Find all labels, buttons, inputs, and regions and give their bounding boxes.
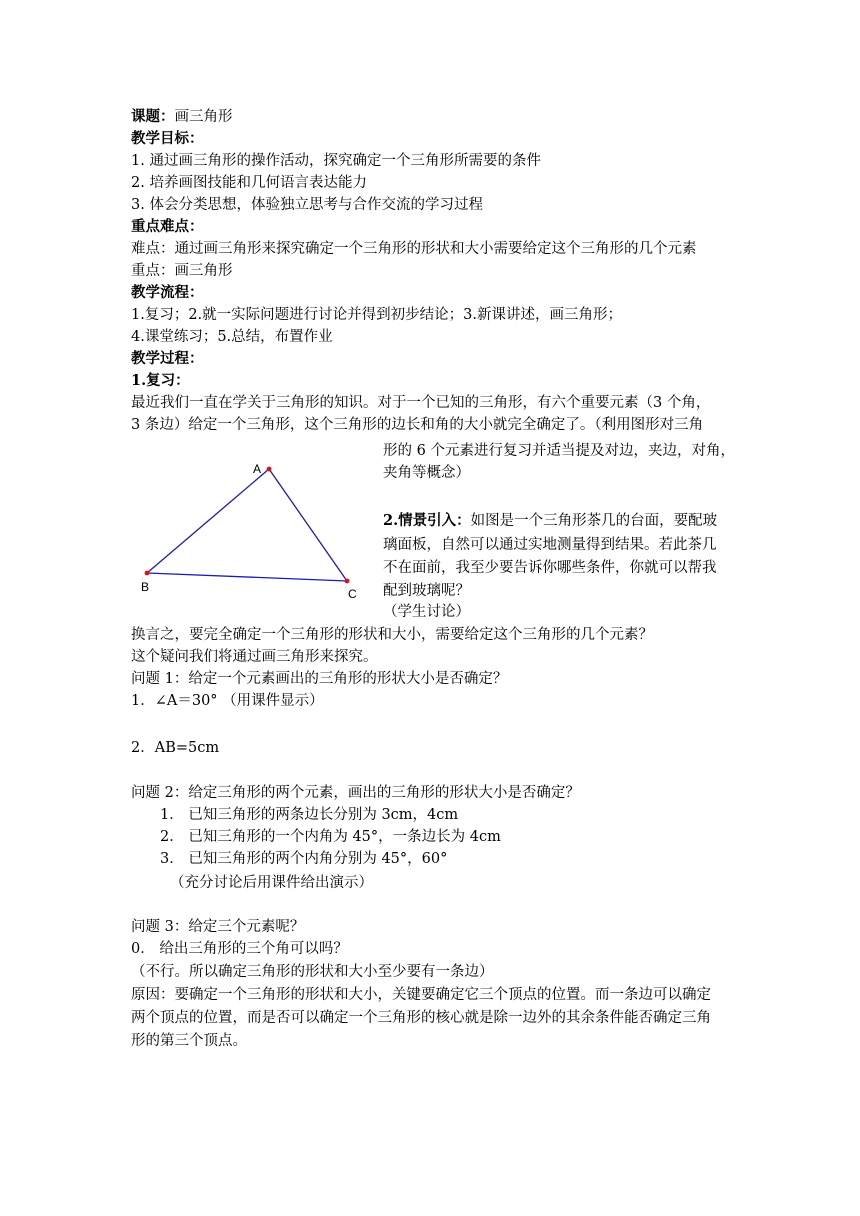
flow-line: 4.课堂练习；5.总结，布置作业 (131, 329, 333, 345)
key-heading: 重点难点： (131, 218, 204, 235)
review-line: 3 条边）给定一个三角形，这个三角形的边长和角的大小就完全确定了。（利用图形对三角 (131, 417, 704, 433)
vertex-c (345, 579, 350, 584)
flow-line: 1.复习；2.就一实际问题进行讨论并得到初步结论；3.新课讲述，画三角形； (131, 307, 623, 323)
scene-line: 璃面板，自然可以通过实地测量得到结果。若此茶几 (383, 537, 717, 553)
scene-line: （学生讨论） (383, 604, 470, 620)
side-line: 夹角等概念） (383, 465, 470, 481)
scene-first-text: 如图是一个三角形茶几的台面，要配玻 (470, 513, 718, 529)
label-c: C (348, 587, 357, 601)
body-line: 换言之，要完全确定一个三角形的形状和大小，需要给定这个三角形的几个元素？ (131, 627, 653, 643)
keypoint-text: 重点：画三角形 (131, 263, 233, 279)
side-ca (269, 469, 347, 581)
vertex-a (267, 467, 272, 472)
title-value: 画三角形 (174, 109, 233, 125)
label-b: B (141, 580, 150, 594)
q3-line: 0． 给出三角形的三个角可以吗？ (131, 941, 348, 957)
side-bc (147, 573, 347, 581)
q2-item: 2． 已知三角形的一个内角为 45°，一条边长为 4cm (160, 829, 501, 845)
vertex-b (145, 571, 150, 576)
side-ab (147, 469, 269, 573)
scene-line: 配到玻璃呢？ (383, 583, 470, 599)
question-2: 问题 2：给定三角形的两个元素，画出的三角形的形状大小是否确定？ (131, 785, 580, 801)
scene-heading: 2.情景引入： (383, 512, 471, 529)
process-heading: 教学过程： (131, 350, 204, 367)
label-a: A (253, 462, 262, 476)
q2-note: （充分讨论后用课件给出演示） (170, 875, 373, 891)
q2-item: 1． 已知三角形的两条边长分别为 3cm，4cm (160, 807, 459, 823)
scene-intro (383, 510, 717, 532)
review-line: 最近我们一直在学关于三角形的知识。对于一个已知的三角形，有六个重要元素（3 个角， (131, 395, 711, 411)
q3-line: 两个顶点的位置，而是否可以确定一个三角形的核心就是除一边外的其余条件能否确定三角 (131, 1010, 711, 1026)
flow-heading: 教学流程： (131, 284, 204, 301)
q3-line: （不行。所以确定三角形的形状和大小至少要有一条边） (131, 964, 494, 980)
difficulty-text: 难点：通过画三角形来探究确定一个三角形的形状和大小需要给定这个三角形的几个元素 (131, 241, 697, 257)
body-line: 问题 1：给定一个元素画出的三角形的形状大小是否确定？ (131, 671, 508, 687)
body-line: 这个疑问我们将通过画三角形来探究。 (131, 649, 378, 665)
side-line: 形的 6 个元素进行复习并适当提及对边，夹边，对角， (383, 443, 735, 459)
triangle-figure (131, 455, 371, 605)
title-label: 课题： (131, 108, 175, 125)
goal-item: 1. 通过画三角形的操作活动，探究确定一个三角形所需要的条件 (131, 153, 541, 169)
body-line: 1．∠A＝30° （用课件显示） (131, 693, 324, 709)
goals-heading: 教学目标： (131, 130, 204, 147)
lesson-title (131, 106, 233, 128)
goal-item: 3. 体会分类思想，体验独立思考与合作交流的学习过程 (131, 197, 483, 213)
question-3: 问题 3：给定三个元素呢？ (131, 919, 305, 935)
review-heading: 1.复习： (131, 372, 190, 389)
q2-item: 3． 已知三角形的两个内角分别为 45°，60° (160, 851, 448, 867)
q3-line: 原因：要确定一个三角形的形状和大小，关键要确定它三个顶点的位置。而一条边可以确定 (131, 987, 711, 1003)
goal-item: 2. 培养画图技能和几何语言表达能力 (131, 175, 367, 191)
q3-line: 形的第三个顶点。 (131, 1033, 247, 1049)
scene-line: 不在面前，我至少要告诉你哪些条件，你就可以帮我 (383, 560, 717, 576)
q1-item-2: 2．AB=5cm (131, 740, 220, 756)
